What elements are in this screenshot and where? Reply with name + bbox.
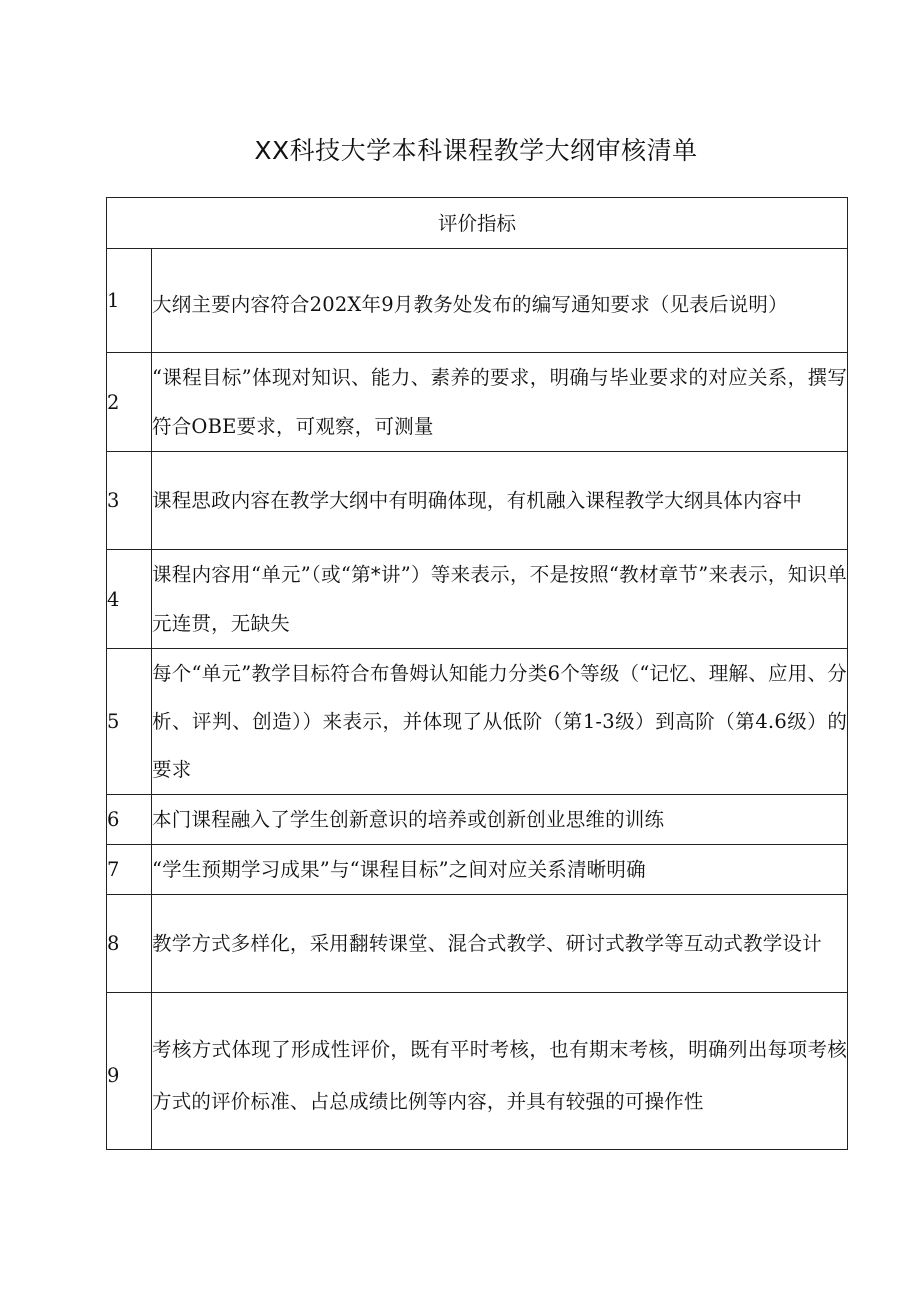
review-checklist-table xyxy=(106,197,848,1150)
row-criterion-text: 每个“单元”教学目标符合布鲁姆认知能力分类6个等级（“记忆、理解、应用、分析、评判、创造））来表示，并体现了从低阶（第1-3级）到高阶（第4.6级）的要求 xyxy=(152,649,848,795)
table-row xyxy=(107,452,848,550)
row-criterion-text: 大纲主要内容符合202X年9月教务处发布的编写通知要求（见表后说明） xyxy=(152,249,848,353)
table-row xyxy=(107,649,848,795)
row-criterion-text: 教学方式多样化，采用翻转课堂、混合式教学、研讨式教学等互动式教学设计 xyxy=(152,895,848,993)
page-title: XX科技大学本科课程教学大纲审核清单 xyxy=(254,136,698,165)
table-row xyxy=(107,895,848,993)
row-criterion-text: 课程内容用“单元”（或“第*讲”）等来表示，不是按照“教材章节”来表示，知识单元连贯，无缺失 xyxy=(152,550,848,649)
table-row xyxy=(107,550,848,649)
table-row xyxy=(107,845,848,895)
table-row xyxy=(107,795,848,845)
table-row xyxy=(107,353,848,452)
table-header-evaluation-indicator: 评价指标 xyxy=(107,198,848,249)
row-number: 3 xyxy=(107,452,152,550)
row-number: 4 xyxy=(107,550,152,649)
row-criterion-text: “学生预期学习成果”与“课程目标”之间对应关系清晰明确 xyxy=(152,845,848,895)
row-criterion-text: “课程目标”体现对知识、能力、素养的要求，明确与毕业要求的对应关系，撰写符合OBE要求，可观察，可测量 xyxy=(152,353,848,452)
row-criterion-text: 课程思政内容在教学大纲中有明确体现，有机融入课程教学大纲具体内容中 xyxy=(152,452,848,550)
row-number: 7 xyxy=(107,845,152,895)
table-row xyxy=(107,993,848,1150)
table-row xyxy=(107,249,848,353)
row-criterion-text: 本门课程融入了学生创新意识的培养或创新创业思维的训练 xyxy=(152,795,848,845)
row-number: 9 xyxy=(107,993,152,1150)
row-number: 5 xyxy=(107,649,152,795)
table-header-row xyxy=(107,198,848,249)
row-number: 8 xyxy=(107,895,152,993)
row-number: 6 xyxy=(107,795,152,845)
row-criterion-text: 考核方式体现了形成性评价，既有平时考核，也有期末考核，明确列出每项考核方式的评价标准、占总成绩比例等内容，并具有较强的可操作性 xyxy=(152,993,848,1150)
row-number: 1 xyxy=(107,249,152,353)
row-number: 2 xyxy=(107,353,152,452)
